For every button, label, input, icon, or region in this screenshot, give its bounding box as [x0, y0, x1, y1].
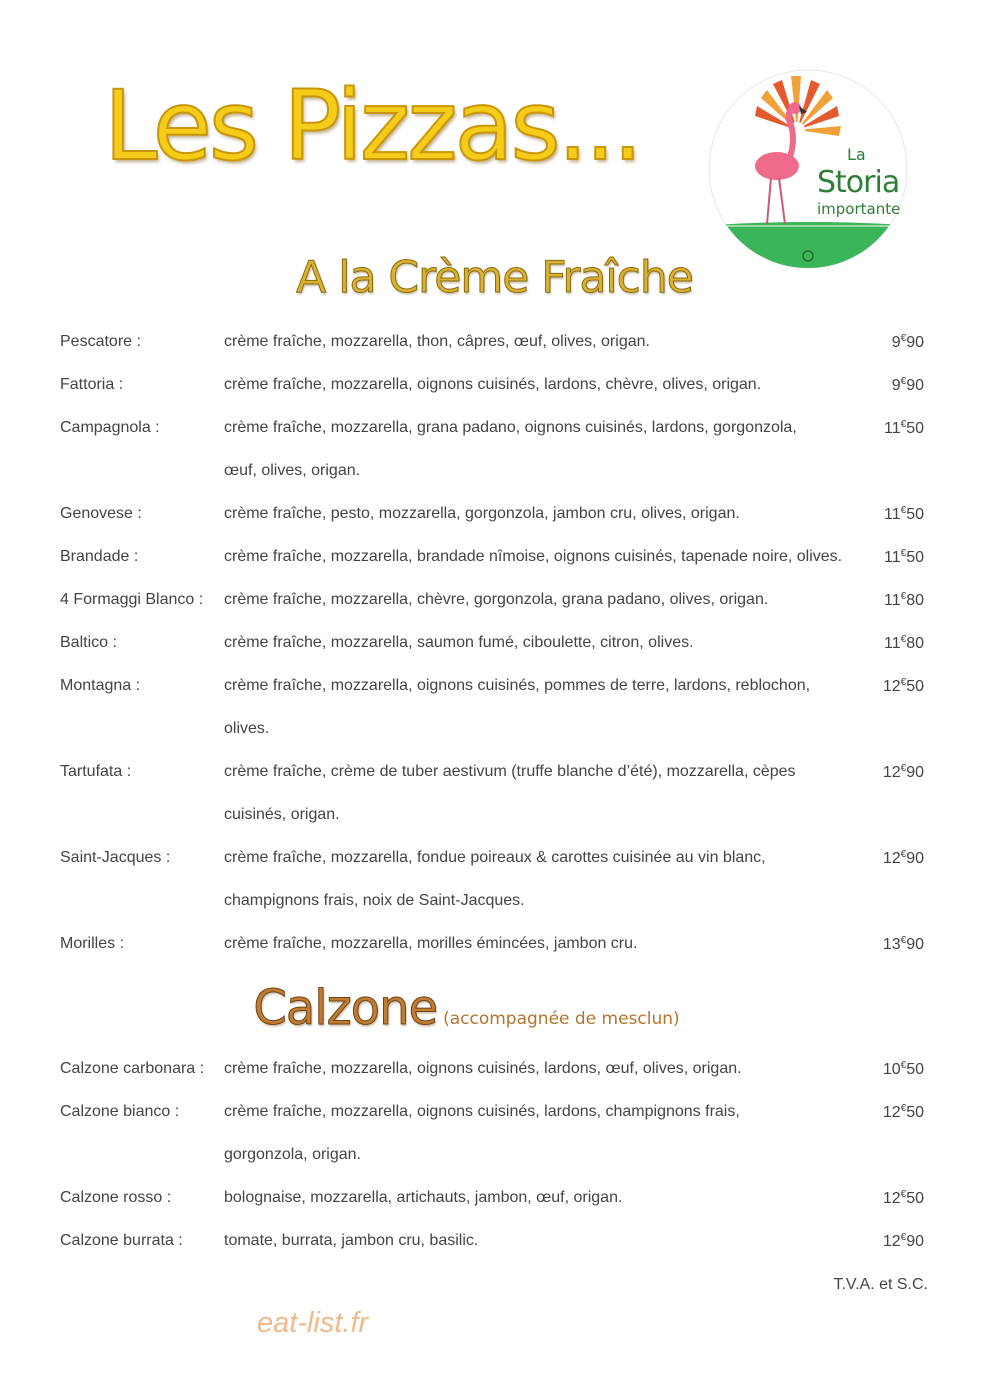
item-name: Calzone burrata :: [60, 1232, 183, 1249]
item-description: crème fraîche, mozzarella, thon, câpres, œuf, olives, origan.: [224, 333, 650, 350]
logo-line2: Storia: [817, 165, 900, 200]
item-name: Fattoria :: [60, 376, 124, 393]
price-cents: 90: [906, 377, 924, 394]
item-price: [880, 505, 924, 524]
item-name: Campagnola :: [60, 419, 160, 436]
menu-item: [0, 548, 989, 576]
item-description-continued: œuf, olives, origan.: [224, 462, 361, 479]
page-title: Les Pizzas...: [104, 70, 641, 182]
price-cents: 90: [906, 764, 924, 781]
price-euros: 10: [882, 1061, 901, 1078]
euro-sign: €: [900, 677, 907, 688]
item-price: [880, 1103, 924, 1122]
item-price: [880, 677, 924, 696]
menu-item: [0, 505, 989, 533]
price-euros: 11: [884, 420, 901, 437]
item-name: Genovese :: [60, 505, 142, 522]
item-description: crème fraîche, mozzarella, oignons cuisinés, lardons, champignons frais,: [224, 1103, 740, 1120]
euro-sign: €: [900, 1232, 907, 1243]
euro-sign: €: [900, 333, 907, 344]
item-price: [880, 849, 924, 868]
menu-item: [0, 677, 989, 737]
menu-item: [0, 1232, 989, 1260]
item-price: [880, 376, 924, 395]
logo-line3: importante: [817, 200, 901, 218]
euro-sign: €: [900, 1189, 907, 1200]
price-euros: 12: [882, 1233, 901, 1250]
price-euros: 9: [891, 334, 901, 351]
tax-note: T.V.A. et S.C.: [833, 1276, 928, 1293]
price-cents: 90: [906, 334, 924, 351]
menu-item: [0, 935, 989, 963]
item-price: [880, 1189, 924, 1208]
price-cents: 50: [906, 1190, 924, 1207]
item-description: bolognaise, mozzarella, artichauts, jambon, œuf, origan.: [224, 1189, 623, 1206]
price-cents: 50: [906, 420, 924, 437]
item-description-continued: gorgonzola, origan.: [224, 1146, 361, 1163]
price-euros: 11: [884, 549, 901, 566]
item-description: crème fraîche, pesto, mozzarella, gorgonzola, jambon cru, olives, origan.: [224, 505, 740, 522]
euro-sign: €: [900, 1060, 907, 1071]
calzone-title: Calzone: [253, 980, 438, 1036]
price-cents: 50: [906, 1061, 924, 1078]
price-cents: 50: [906, 678, 924, 695]
item-description: crème fraîche, mozzarella, grana padano, oignons cuisinés, lardons, gorgonzola,: [224, 419, 797, 436]
item-description-continued: cuisinés, origan.: [224, 806, 340, 823]
item-description: tomate, burrata, jambon cru, basilic.: [224, 1232, 479, 1249]
item-description: crème fraîche, mozzarella, oignons cuisinés, lardons, chèvre, olives, origan.: [224, 376, 762, 393]
price-euros: 11: [884, 506, 901, 523]
item-name: Baltico :: [60, 634, 117, 651]
euro-sign: €: [900, 849, 907, 860]
price-euros: 11: [884, 592, 901, 609]
item-name: Brandade :: [60, 548, 139, 565]
euro-sign: €: [900, 935, 907, 946]
euro-sign: €: [900, 591, 907, 602]
item-description: crème fraîche, mozzarella, oignons cuisinés, pommes de terre, lardons, reblochon,: [224, 677, 811, 694]
item-description: crème fraîche, crème de tuber aestivum (truffe blanche d’été), mozzarella, cèpes: [224, 763, 796, 780]
euro-sign: €: [900, 376, 907, 387]
price-euros: 12: [882, 678, 901, 695]
item-name: Calzone bianco :: [60, 1103, 180, 1120]
item-description-continued: olives.: [224, 720, 270, 737]
item-description: crème fraîche, mozzarella, brandade nîmoise, oignons cuisinés, tapenade noire, olives.: [224, 548, 843, 565]
menu-item: [0, 1060, 989, 1088]
menu-item: [0, 849, 989, 909]
item-price: [880, 419, 924, 438]
item-price: [880, 634, 924, 653]
item-name: Saint-Jacques :: [60, 849, 171, 866]
item-description: crème fraîche, mozzarella, oignons cuisinés, lardons, œuf, olives, origan.: [224, 1060, 742, 1077]
item-price: [880, 591, 924, 610]
price-euros: 12: [882, 1104, 901, 1121]
item-name: Montagna :: [60, 677, 141, 694]
menu-item: [0, 1189, 989, 1217]
menu-item: [0, 419, 989, 479]
item-name: Tartufata :: [60, 763, 132, 780]
menu-item: [0, 333, 989, 361]
item-price: [880, 1060, 924, 1079]
restaurant-logo: [689, 68, 927, 271]
section-calzone-title: [0, 980, 961, 1036]
logo-line1: La: [847, 145, 866, 164]
price-euros: 11: [884, 635, 901, 652]
item-name: Calzone rosso :: [60, 1189, 172, 1206]
euro-sign: €: [900, 763, 907, 774]
item-price: [880, 763, 924, 782]
euro-sign: €: [900, 505, 907, 516]
section-creme-fraiche-title: A la Crème Fraîche: [296, 252, 693, 303]
euro-sign: €: [900, 634, 907, 645]
price-euros: 9: [891, 377, 901, 394]
item-name: Calzone carbonara :: [60, 1060, 205, 1077]
item-description: crème fraîche, mozzarella, saumon fumé, ciboulette, citron, olives.: [224, 634, 694, 651]
price-cents: 50: [906, 506, 924, 523]
item-price: [880, 548, 924, 567]
price-euros: 12: [882, 1190, 901, 1207]
item-description: crème fraîche, mozzarella, chèvre, gorgonzola, grana padano, olives, origan.: [224, 591, 769, 608]
calzone-subtitle: (accompagnée de mesclun): [443, 1009, 680, 1029]
price-cents: 90: [906, 1233, 924, 1250]
euro-sign: €: [900, 1103, 907, 1114]
price-euros: 12: [882, 850, 901, 867]
item-name: Pescatore :: [60, 333, 141, 350]
euro-sign: €: [900, 548, 907, 559]
menu-item: [0, 1103, 989, 1163]
item-description: crème fraîche, mozzarella, morilles émincées, jambon cru.: [224, 935, 638, 952]
menu-item: [0, 634, 989, 662]
price-cents: 50: [906, 1104, 924, 1121]
item-name: Morilles :: [60, 935, 125, 952]
item-price: [880, 333, 924, 352]
flamingo-logo-icon: [689, 68, 927, 271]
price-cents: 80: [906, 592, 924, 609]
euro-sign: €: [900, 419, 907, 430]
price-cents: 50: [906, 549, 924, 566]
price-cents: 90: [906, 850, 924, 867]
menu-item: [0, 376, 989, 404]
item-name: 4 Formaggi Blanco :: [60, 591, 204, 608]
item-price: [880, 935, 924, 954]
watermark: eat-list.fr: [257, 1307, 369, 1339]
price-euros: 12: [882, 764, 901, 781]
item-description-continued: champignons frais, noix de Saint-Jacques.: [224, 892, 525, 909]
price-euros: 13: [882, 936, 901, 953]
menu-item: [0, 763, 989, 823]
item-description: crème fraîche, mozzarella, fondue poireaux & carottes cuisinée au vin blanc,: [224, 849, 766, 866]
price-cents: 80: [906, 635, 924, 652]
menu-item: [0, 591, 989, 619]
price-cents: 90: [906, 936, 924, 953]
item-price: [880, 1232, 924, 1251]
